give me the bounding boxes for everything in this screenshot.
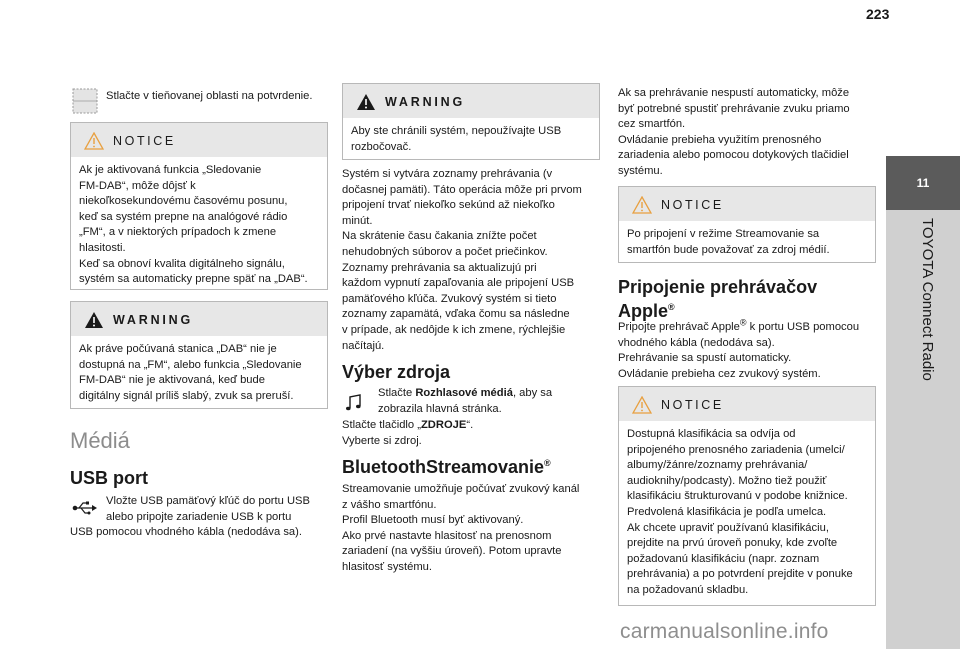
radio-media-label: Rozhlasové médiá (415, 387, 513, 399)
source-text: “. (466, 419, 474, 431)
notice-icon (84, 132, 104, 155)
warning-header (71, 302, 327, 336)
source-text: Stlačte (378, 387, 416, 399)
streaming-paragraph (618, 86, 880, 180)
notice-line: keď sa systém prepne na analógové rádio (79, 210, 288, 223)
paragraph-line: Ovládanie prebieha využitím prenosného (618, 133, 822, 146)
playlist-paragraph (342, 167, 604, 354)
notice-line: klasifikáciu štrukturovanú v podobe knižnice. (627, 490, 848, 503)
watermark: carmanualsonline.info (620, 620, 829, 643)
music-note-icon (344, 393, 364, 418)
notice-line: prehrávania) a po potvrdení prejdite v ponuke (627, 568, 853, 581)
warning-title: WARNING (113, 313, 194, 327)
registered-mark: ® (739, 317, 747, 328)
paragraph-line: zoznamy zapamätá, vďaka čomu sa následne (342, 308, 570, 321)
usb-heading: USB port (70, 468, 148, 488)
notice-body (627, 427, 867, 599)
notice-box-1 (70, 122, 328, 290)
paragraph-line: cez smartfón. (618, 118, 686, 131)
apple-heading-line: Pripojenie prehrávačov (618, 277, 818, 297)
bluetooth-heading-text: BluetoothStreamovanie (342, 457, 545, 477)
paragraph-line: Prehrávanie sa spustí automaticky. (618, 352, 792, 365)
notice-line: FM-DAB“, môže dôjsť k (79, 179, 196, 192)
paragraph-line: pripojení trvať niekoľko sekúnd až niekoľko (342, 199, 555, 212)
notice-line: „FM“, a v niektorých prípadoch k zmene (79, 226, 277, 239)
notice-header (619, 387, 875, 421)
paragraph-line: Na skrátenie času čakania znížte počet (342, 230, 537, 243)
media-heading: Médiá (70, 428, 130, 453)
usb-line: alebo pripojte zariadenie USB k portu (106, 510, 292, 523)
warning-icon (84, 311, 104, 334)
source-text: zobrazila hlavná stránka. (378, 402, 502, 415)
page-number: 223 (866, 6, 890, 22)
warning-line: digitálny signál príliš slabý, zvuk sa preruší. (79, 389, 294, 402)
paragraph-line: v prípade, ak nedôjde k ich zmene, rýchlejšie (342, 323, 566, 336)
source-text: Vyberte si zdroj. (342, 434, 422, 447)
apple-heading-line: Apple (618, 301, 669, 321)
usb-icon (72, 500, 98, 521)
warning-box-1 (70, 301, 328, 409)
warning-body (351, 124, 591, 155)
warning-title: WARNING (385, 95, 466, 109)
notice-body (627, 227, 867, 258)
notice-header (619, 187, 875, 221)
notice-title: NOTICE (661, 198, 724, 212)
paragraph-line: zariadenia alebo pomocou dotykových tlačidiel (618, 149, 849, 162)
touch-area-icon (70, 86, 100, 121)
apple-paragraph (618, 317, 880, 382)
notice-line: albumy/žánre/zoznamy prehrávania/ (627, 459, 808, 472)
paragraph-line: byť potrebné spustiť prehrávanie zvuku priamo (618, 102, 850, 115)
paragraph-line: Zoznamy prehrávania sa aktualizujú pri (342, 261, 537, 274)
paragraph-text: Pripojte prehrávač Apple (618, 321, 740, 333)
sources-label: ZDROJE (420, 419, 467, 431)
paragraph-line: Systém si vytvára zoznamy prehrávania (v (342, 168, 553, 180)
notice-line: na požadovanú skladbu. (627, 583, 749, 596)
paragraph-line: Ovládanie prebieha cez zvukový systém. (618, 367, 821, 380)
paragraph-line: systému. (618, 164, 663, 177)
warning-line: Aby ste chránili systém, nepoužívajte USB (351, 125, 562, 137)
warning-header (343, 84, 599, 118)
warning-body (79, 342, 319, 404)
paragraph-line: zariadení (na vyššiu úroveň). Potom upravte (342, 545, 562, 558)
source-text: , aby sa (512, 387, 553, 399)
paragraph-line: vhodného kábla (nedodáva sa). (618, 336, 775, 349)
notice-title: NOTICE (661, 398, 724, 412)
warning-line: FM-DAB“ nie je aktivovaná, keď bude (79, 374, 265, 387)
apple-heading (618, 275, 817, 323)
tip-text: Stlačte v tieňovanej oblasti na potvrdenie. (106, 90, 313, 102)
notice-line: prejdite na prvú úroveň ponuky, kde zvoľte (627, 537, 838, 550)
source-heading: Výber zdroja (342, 362, 451, 382)
notice-box-3 (618, 386, 876, 606)
warning-line: Ak práve počúvaná stanica „DAB“ nie je (79, 343, 277, 355)
warning-icon (356, 93, 376, 116)
paragraph-line: Ak sa prehrávanie nespustí automaticky, môže (618, 87, 850, 99)
warning-line: rozbočovač. (351, 140, 412, 153)
notice-body (79, 163, 319, 288)
paragraph-line: dočasnej pamäti). Táto operácia môže pri prvom (342, 183, 582, 196)
paragraph-line: hlasitosť systému. (342, 560, 432, 573)
notice-line: systém sa automaticky prepne späť na „DAB“. (79, 273, 308, 286)
chapter-number: 11 (886, 156, 960, 210)
notice-line: Po pripojení v režime Streamovanie sa (627, 228, 820, 240)
source-text: Stlačte tlačidlo „ (342, 419, 421, 431)
usb-line: USB pomocou vhodného kábla (nedodáva sa). (70, 526, 302, 538)
source-step-1 (378, 386, 608, 417)
usb-line: Vložte USB pamäťový kľúč do portu USB (106, 495, 310, 507)
warning-box-2 (342, 83, 600, 160)
paragraph-line: načítajú. (342, 339, 385, 352)
chapter-title: TOYOTA Connect Radio (919, 218, 936, 381)
notice-icon (632, 196, 652, 219)
notice-line: audioknihy/podcasty). Možno tiež použiť (627, 474, 827, 487)
paragraph-line: minút. (342, 214, 373, 227)
paragraph-line: Ako prvé nastavte hlasitosť na prenosnom (342, 529, 552, 542)
notice-line: niekoľkosekundovému časovému posunu, (79, 195, 288, 208)
notice-line: smartfón bude považovať za zdroj médií. (627, 243, 830, 256)
notice-title: NOTICE (113, 134, 176, 148)
notice-line: Ak chcete upraviť používanú klasifikáciu, (627, 521, 829, 534)
registered-mark: ® (668, 302, 675, 312)
warning-line: dostupná na „FM“, alebo funkcia „Sledovanie (79, 358, 302, 371)
bluetooth-paragraph (342, 482, 604, 576)
notice-line: Keď sa obnoví kvalita digitálneho signálu, (79, 257, 285, 270)
notice-icon (632, 396, 652, 419)
bluetooth-heading (342, 456, 551, 478)
source-step-2 (342, 418, 602, 449)
notice-line: pripojeného prenosného zariadenia (umelci/ (627, 443, 845, 456)
notice-line: Predvolená klasifikácia je podľa umelca. (627, 505, 827, 518)
paragraph-line: Profil Bluetooth musí byť aktivovaný. (342, 514, 524, 527)
paragraph-line: pamäťového kľúča. Zvukový systém si tieto (342, 292, 557, 305)
paragraph-line: z vášho smartfónu. (342, 498, 437, 511)
notice-box-2 (618, 186, 876, 263)
notice-line: hlasitosti. (79, 241, 126, 254)
usb-text-top (106, 494, 331, 525)
notice-line: Ak je aktivovaná funkcia „Sledovanie (79, 164, 262, 176)
paragraph-line: Streamovanie umožňuje počúvať zvukový kanál (342, 483, 580, 495)
paragraph-text: k portu USB pomocou (746, 321, 860, 333)
registered-mark: ® (544, 458, 551, 468)
notice-header (71, 123, 327, 157)
paragraph-line: nehudobných súborov a počet priečinkov. (342, 245, 548, 258)
notice-line: Dostupná klasifikácia sa odvíja od (627, 428, 796, 440)
chapter-sidebar (886, 156, 960, 649)
notice-line: požadovanú klasifikáciu (napr. zoznam (627, 552, 820, 565)
paragraph-line: každom vypnutí zapaľovania ale pripojení USB (342, 277, 575, 290)
